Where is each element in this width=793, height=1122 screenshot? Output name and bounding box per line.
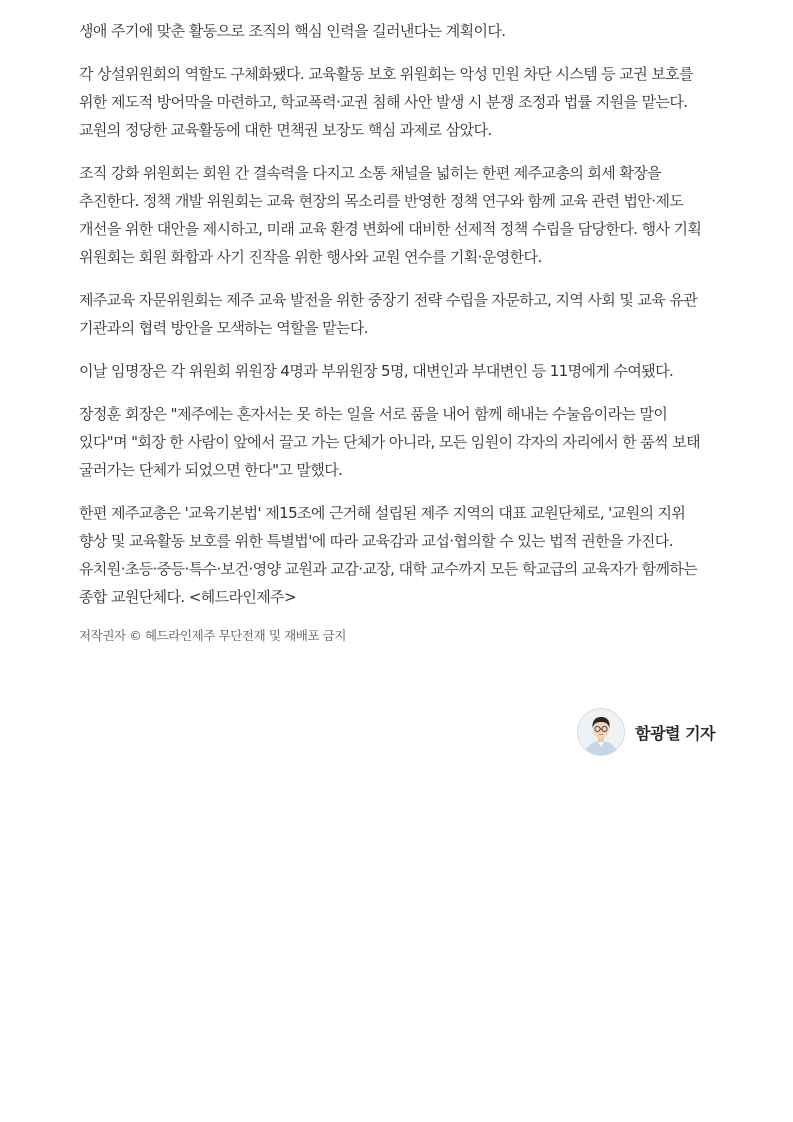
article-paragraph: 이날 임명장은 각 위원회 위원장 4명과 부위원장 5명, 대변인과 부대변인 등 11명에게 수여됐다. [79, 362, 674, 380]
reporter-photo-icon [578, 709, 624, 755]
reporter-name[interactable]: 함광렬 기자 [635, 723, 715, 743]
article-paragraph: 조직 강화 위원회는 회원 간 결속력을 다지고 소통 채널을 넓히는 한편 제주교총의 회세 확장을 추진한다. 정책 개발 위원회는 교육 현장의 목소리를 반영한 정책 연구와 함께 교육 관련 법안·제도 개선을 위한 대안을 제시하고, 미래 교육 환경 변화에 대비한 선제적 정책 수립을 담당한다. 행사 기획 위원회는 회원 화합과 사기 진작을 위한 행사와 교원 연수를 기획·운영한다. [79, 164, 702, 266]
article-paragraph: 각 상설위원회의 역할도 구체화됐다. 교육활동 보호 위원회는 악성 민원 차단 시스템 등 교권 보호를 위한 제도적 방어막을 마련하고, 학교폭력·교권 침해 사안 발생 시 분쟁 조정과 법률 지원을 맡는다. 교원의 정당한 교육활동에 대한 면책권 보장도 핵심 과제로 삼았다. [79, 65, 693, 139]
reporter-avatar[interactable] [577, 708, 625, 756]
article-paragraph: 제주교육 자문위원회는 제주 교육 발전을 위한 중장기 전략 수립을 자문하고, 지역 사회 및 교육 유관 기관과의 협력 방안을 모색하는 역할을 맡는다. [79, 291, 698, 337]
article-paragraph: 장정훈 회장은 "제주에는 혼자서는 못 하는 일을 서로 품을 내어 함께 해내는 수눌음이라는 말이 있다"며 "회장 한 사람이 앞에서 끌고 가는 단체가 아니라, 모든 임원이 각자의 자리에서 한 품씩 보태 굴러가는 단체가 되었으면 한다"고 말했다. [79, 405, 701, 479]
reporter-byline[interactable] [577, 708, 715, 756]
article-paragraph: 한편 제주교총은 '교육기본법' 제15조에 근거해 설립된 제주 지역의 대표 교원단체로, '교원의 지위 향상 및 교육활동 보호를 위한 특별법'에 따라 교육감과 교섭·협의할 수 있는 법적 권한을 가진다. 유치원·초등·중등·특수·보건·영양 교원과 교감·교장, 대학 교수까지 모든 학교급의 교육자가 함께하는 종합 교원단체다. <헤드라인제주> [79, 504, 698, 606]
article-paragraph: 생애 주기에 맞춘 활동으로 조직의 핵심 인력을 길러낸다는 계획이다. [79, 22, 506, 40]
copyright-notice: 저작권자 © 헤드라인제주 무단전재 및 재배포 금지 [79, 628, 347, 643]
article-body [79, 17, 715, 646]
